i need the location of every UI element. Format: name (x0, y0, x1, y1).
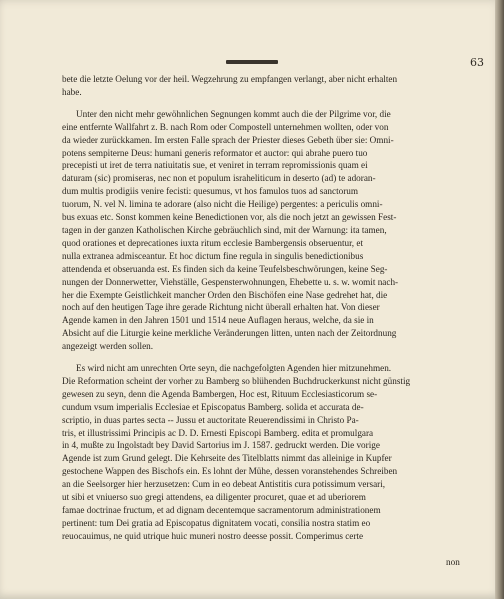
catchword: non (446, 557, 460, 567)
text-line: noch auf den heutigen Tage ihre gerade Richtung nicht überall erhalten hat. Von dieser (62, 302, 380, 313)
text-line: Agende ist zum Grund gelegt. Die Kehrseite des Titelblatts nimmt das alleinige in Kupfer (62, 453, 392, 464)
text-line: attendenda et obseruanda est. Es finden sich da keine Teufelsbeschwörungen, keine Seg- (62, 263, 388, 274)
paragraph-1 (62, 73, 462, 99)
text-line: precepisti ut iret de terra natiuitatis sue, et veniret in terram repromissionis quam ei (62, 160, 368, 171)
text-line: tagen in der ganzen Katholischen Kirche gebräuchlich sind, mit der Warnung: ita tamen, (62, 224, 387, 235)
paragraph-2 (62, 108, 462, 353)
text-line: bete die letzte Oelung vor der heil. Wegzehrung zu empfangen verlangt, aber nicht erhalten (62, 74, 398, 84)
text-line: quod orationes et deprecationes iuxta ritum ecclesie Bambergensis obseruentur, et (62, 237, 364, 248)
text-line: nulla extranea admisceantur. Et hoc dictum fine regula in singulis benedictionibus (62, 250, 364, 261)
text-line: gestochene Wappen des Bischofs ein. Es lohnt der Mühe, dessen voranstehendes Schreiben (62, 466, 398, 477)
text-line: Die Reformation scheint der vorher zu Bamberg so blühenden Buchdruckerkunst nicht günstig (62, 375, 411, 386)
text-line: famae doctrinae fructum, et ad dignam decentemque sacramentorum administrationem (62, 505, 381, 515)
text-line: her die Exempte Geistlichkeit mancher Orden den Bischöfen eine Nase gedrehet hat, die (62, 289, 388, 300)
text-line: in 4, mußte zu Ingolstadt bey David Sartorius im J. 1587. gedruckt werden. Die vorige (62, 440, 380, 451)
text-line: an die Seelsorger hier herzusetzen: Cum in eo debeat Antistitis cura potissimum versari, (62, 479, 386, 490)
text-line: Agende kamen in den Jahren 1501 und 1514 neue Auflagen heraus, welche, da sie in (62, 315, 374, 326)
paragraph-3 (62, 362, 462, 543)
text-line: nungen der Donnerwetter, Viehställe, Gespensterwohnungen, Ehebette u. s. w. womit nach- (62, 276, 399, 287)
text-line: tris, et illustrissimi Principis ac D. D. Ernesti Episcopi Bamberg. edita et promulgara (62, 427, 374, 438)
text-line: eine entfernte Wallfahrt z. B. nach Rom oder Compostell unternehmen wollten, oder von (62, 121, 389, 132)
text-line: bus exuas etc. Sonst kommen keine Benedictionen vor, als die noch jetzt an gewissen Fest- (62, 212, 397, 223)
text-line: habe. (62, 86, 82, 97)
text-line: scriptio, in duas partes secta -- Jussu et auctoritate Reuerendissimi in Christo Pa- (62, 414, 359, 425)
text-line: daturam (sic) promiseras, nec non et populum israheliticum in deserto (ad) te adoran- (62, 173, 376, 184)
text-line: reuocauimus, ne quid utrique huic muneri nostro deesse possit. Comperimus certe (62, 530, 364, 541)
text-line: tuorum, N. vel N. limina te adorare (also nicht die Heilige) pergentes: a periculis omni- (62, 199, 383, 210)
text-line: da wieder zurückkamen. Im ersten Falle sprach der Priester dieses Gebeth über sie: Omni- (62, 134, 394, 145)
text-line: potens sempiterne Deus: humani generis reformator et auctor: qui abrahe puero tuo (62, 147, 368, 158)
page-number: 63 (470, 56, 484, 69)
text-line: Es wird nicht am unrechten Orte seyn, die nachgefolgten Agenden hier mitzunehmen. (76, 363, 392, 374)
text-line: pertinent: tum Dei gratia ad Episcopatus dignitatem vocati, consilia nostra statim eo (62, 517, 371, 528)
text-line: dum multis prodigiis venire fecisti: quesumus, vt hos famulos tuos ad sanctorum (62, 186, 359, 197)
body-text (62, 73, 462, 552)
text-line: Unter den nicht mehr gewöhnlichen Segnungen kommt auch die der Pilgrime vor, die (76, 108, 391, 119)
text-line: gewesen zu seyn, denn die Agenda Bambergen, Hoc est, Rituum Ecclesiasticorum se- (62, 388, 378, 399)
header-rule (226, 60, 278, 64)
page-edge-shadow (495, 0, 504, 599)
text-line: cundum vsum imperialis Ecclesiae et Episcopatus Bamberg. solida et accurata de- (62, 401, 364, 412)
text-line: ut sibi et vniuerso suo gregi attendens, ea diligenter procuret, quae et ad uberiorem (62, 492, 366, 503)
text-line: Absicht auf die Liturgie keine merkliche Veränderungen litten, unten nach der Zeitordnung (62, 328, 397, 339)
text-line: angezeigt werden sollen. (62, 341, 154, 352)
